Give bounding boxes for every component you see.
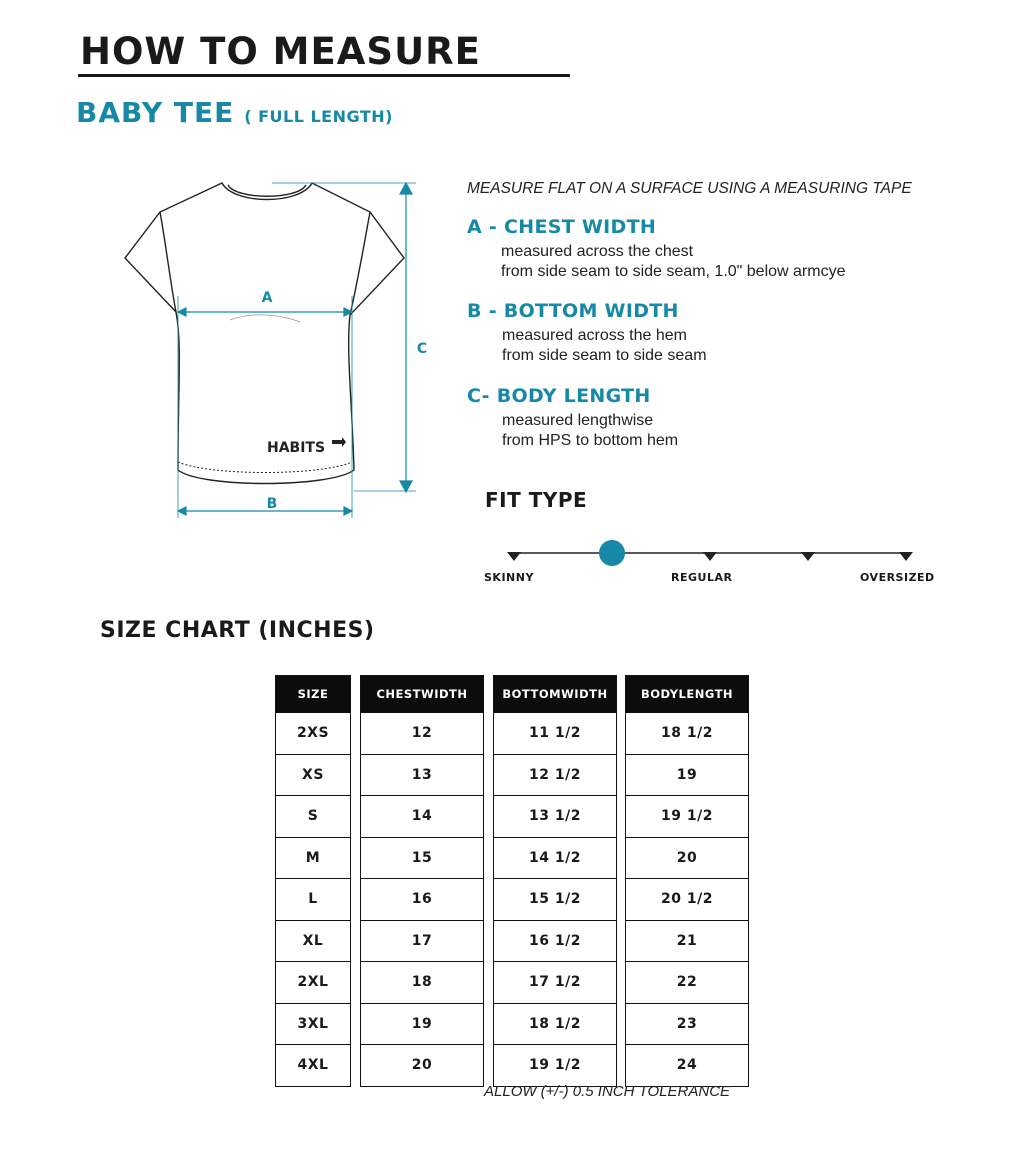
measure-line: measured across the hem	[502, 327, 687, 344]
table-cell: 24	[626, 1044, 748, 1086]
fit-tick	[507, 552, 521, 561]
label-c: C	[416, 341, 428, 357]
table-cell: 23	[626, 1003, 748, 1045]
column-header-text: BODY	[640, 686, 679, 701]
column-header	[276, 676, 350, 712]
table-cell: 13	[361, 754, 483, 796]
tee-diagram	[110, 170, 450, 530]
table-cell: XS	[276, 754, 350, 796]
table-cell: 15 1/2	[494, 878, 616, 920]
body-length-column	[625, 675, 749, 1087]
measure-item-c	[467, 385, 678, 451]
table-cell: 14	[361, 795, 483, 837]
column-header	[494, 676, 616, 712]
fit-tick	[899, 552, 913, 561]
table-cell: 20	[361, 1044, 483, 1086]
table-cell: 20 1/2	[626, 878, 748, 920]
title-underline	[78, 74, 570, 77]
table-cell: 19 1/2	[626, 795, 748, 837]
column-header-text: WIDTH	[421, 686, 468, 701]
measure-line: from HPS to bottom hem	[502, 432, 679, 449]
column-header-text: WIDTH	[561, 686, 608, 701]
table-cell: 21	[626, 920, 748, 962]
table-cell: 2XS	[276, 712, 350, 754]
column-header-text: CHEST	[376, 686, 422, 701]
measure-heading: A - CHEST WIDTH	[467, 216, 657, 238]
product-name: BABY TEE	[76, 96, 235, 129]
page-title: HOW TO MEASURE	[80, 30, 481, 73]
bottom-width-column	[493, 675, 617, 1087]
fit-label-oversized: OVERSIZED	[860, 571, 935, 584]
table-cell: 18	[361, 961, 483, 1003]
tee-outline	[125, 183, 404, 484]
measure-line: from side seam to side seam	[502, 347, 707, 364]
measure-item-b	[467, 300, 707, 366]
table-cell: 18 1/2	[626, 712, 748, 754]
measure-intro: MEASURE FLAT ON A SURFACE USING A MEASURING TAPE	[467, 180, 912, 197]
fit-marker	[599, 540, 625, 566]
measure-line: from side seam to side seam, 1.0" below armcye	[501, 263, 846, 280]
label-b: B	[266, 496, 278, 512]
fit-scale	[500, 535, 920, 571]
label-a: A	[261, 290, 273, 306]
table-cell: 16	[361, 878, 483, 920]
column-header-text: LENGTH	[678, 686, 734, 701]
table-cell: 19 1/2	[494, 1044, 616, 1086]
fit-label-regular: REGULAR	[671, 571, 733, 584]
fit-label-skinny: SKINNY	[484, 571, 534, 584]
table-cell: 16 1/2	[494, 920, 616, 962]
column-header-text: SIZE	[297, 686, 329, 701]
table-cell: 2XL	[276, 961, 350, 1003]
measure-line: measured lengthwise	[502, 412, 654, 429]
column-header	[361, 676, 483, 712]
table-cell: 18 1/2	[494, 1003, 616, 1045]
table-cell: 3XL	[276, 1003, 350, 1045]
table-cell: 17	[361, 920, 483, 962]
size-chart-title: SIZE CHART (INCHES)	[100, 618, 375, 643]
brand-logo: HABITS	[267, 440, 326, 456]
table-cell: 12	[361, 712, 483, 754]
product-title	[76, 96, 393, 129]
measure-guides	[178, 183, 416, 518]
table-cell: 14 1/2	[494, 837, 616, 879]
table-cell: 17 1/2	[494, 961, 616, 1003]
column-header	[626, 676, 748, 712]
table-cell: 13 1/2	[494, 795, 616, 837]
chest-width-column	[360, 675, 484, 1087]
table-cell: 4XL	[276, 1044, 350, 1086]
table-cell: 22	[626, 961, 748, 1003]
table-cell: M	[276, 837, 350, 879]
table-cell: 19	[361, 1003, 483, 1045]
table-cell: L	[276, 878, 350, 920]
table-cell: XL	[276, 920, 350, 962]
brand-arrow-icon	[332, 437, 346, 447]
table-cell: 19	[626, 754, 748, 796]
measure-line: measured across the chest	[501, 243, 694, 260]
column-header-text: BOTTOM	[502, 686, 562, 701]
measure-heading: C- BODY LENGTH	[467, 385, 651, 407]
measure-item-a	[467, 216, 845, 282]
fit-tick	[801, 552, 815, 561]
table-cell: 11 1/2	[494, 712, 616, 754]
size-column	[275, 675, 351, 1087]
fit-type-title: FIT TYPE	[485, 488, 588, 512]
table-cell: S	[276, 795, 350, 837]
fit-tick	[703, 552, 717, 561]
table-cell: 15	[361, 837, 483, 879]
product-variant: ( FULL LENGTH)	[244, 107, 393, 126]
table-cell: 12 1/2	[494, 754, 616, 796]
tolerance-note: ALLOW (+/-) 0.5 INCH TOLERANCE	[484, 1083, 731, 1100]
table-cell: 20	[626, 837, 748, 879]
measure-heading: B - BOTTOM WIDTH	[467, 300, 679, 322]
